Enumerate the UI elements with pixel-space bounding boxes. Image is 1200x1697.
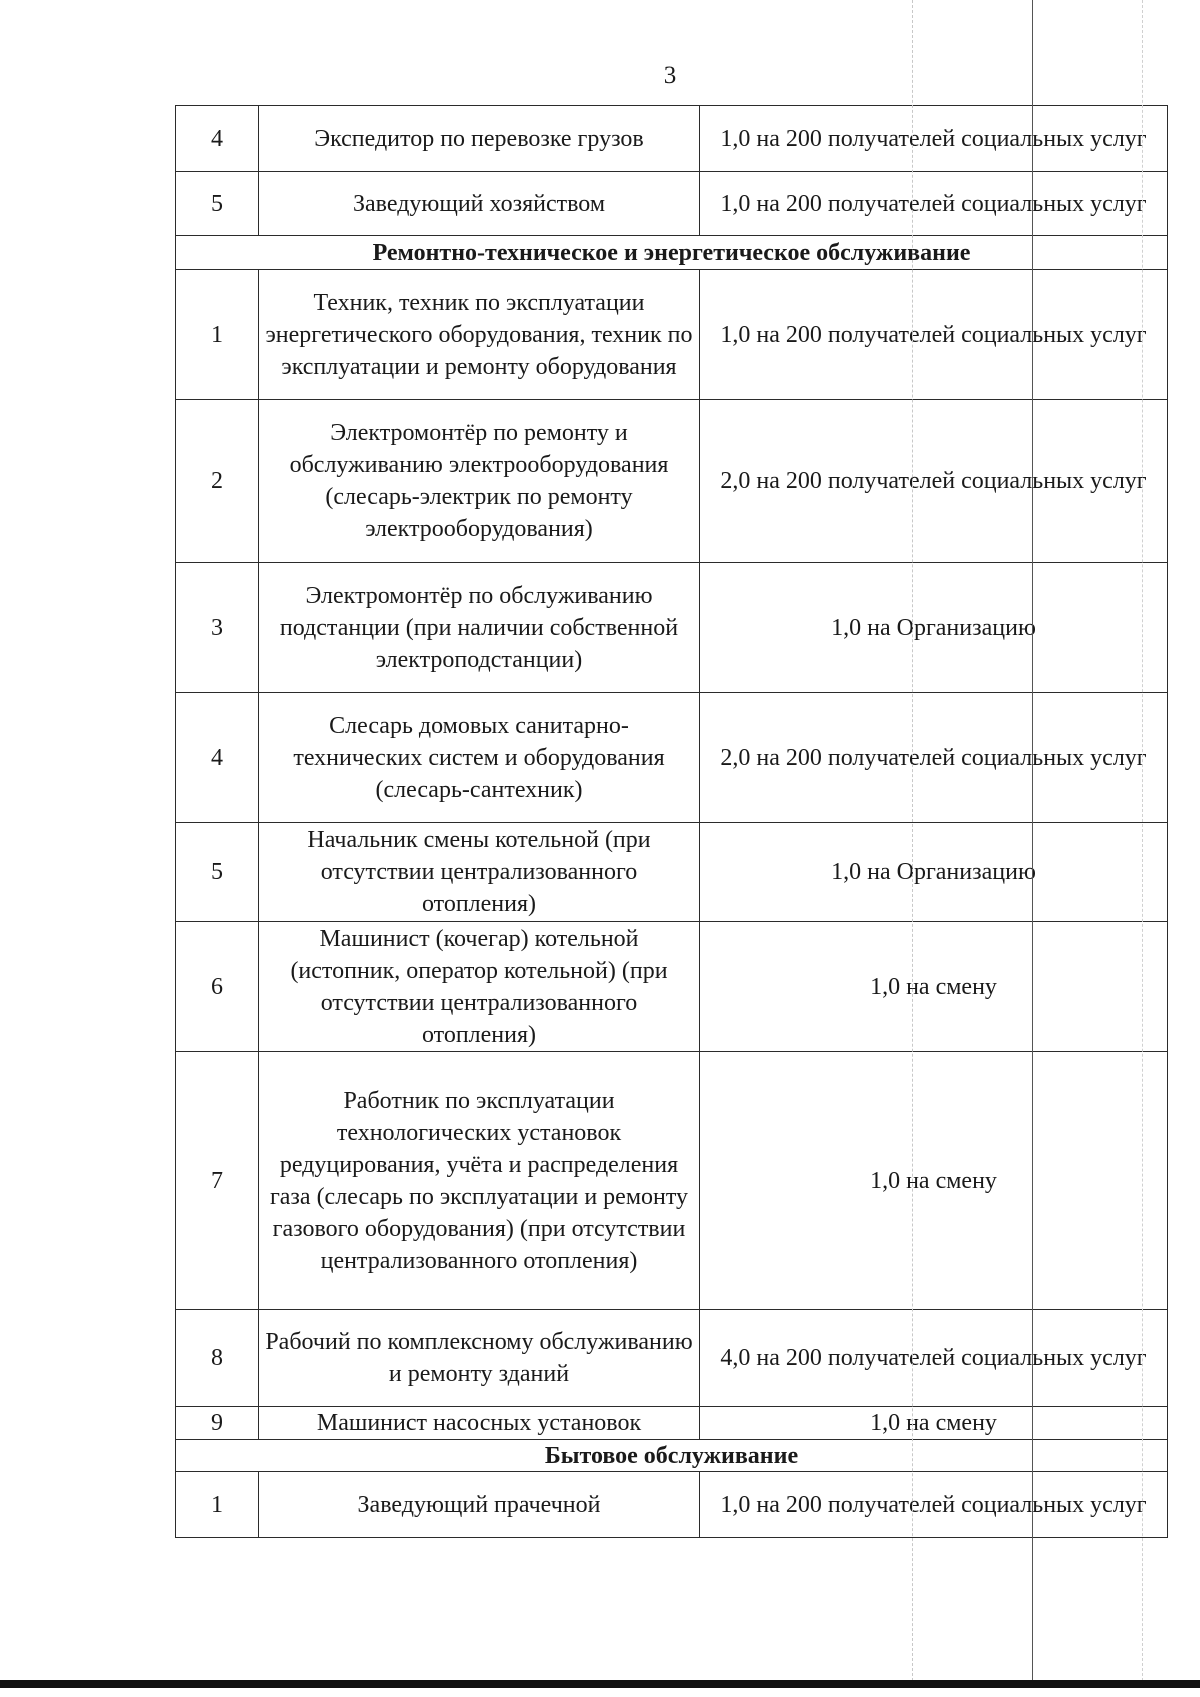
position-name: Заведующий прачечной — [259, 1472, 700, 1538]
row-number: 2 — [176, 400, 259, 563]
table-row — [176, 1407, 1168, 1440]
staffing-norm: 1,0 на 200 получателей социальных услуг — [700, 1472, 1168, 1538]
row-number: 4 — [176, 693, 259, 823]
staffing-norm: 1,0 на смену — [700, 1052, 1168, 1310]
section-title: Ремонтно-техническое и энергетическое обслуживание — [176, 236, 1168, 270]
table-row — [176, 1472, 1168, 1538]
row-number: 9 — [176, 1407, 259, 1440]
table-row — [176, 106, 1168, 172]
row-number: 8 — [176, 1310, 259, 1407]
section-row — [176, 236, 1168, 270]
row-number: 5 — [176, 172, 259, 236]
staffing-norm: 1,0 на Организацию — [700, 823, 1168, 922]
table-row — [176, 172, 1168, 236]
position-name: Слесарь домовых санитарно-технических систем и оборудования (слесарь-сантехник) — [259, 693, 700, 823]
staffing-norm: 1,0 на 200 получателей социальных услуг — [700, 270, 1168, 400]
row-number: 4 — [176, 106, 259, 172]
staffing-norm: 4,0 на 200 получателей социальных услуг — [700, 1310, 1168, 1407]
scan-artifact-line — [912, 0, 913, 1686]
section-title: Бытовое обслуживание — [176, 1440, 1168, 1472]
scan-artifact-line — [1032, 0, 1033, 1686]
staffing-table — [175, 105, 1168, 1538]
position-name: Электромонтёр по ремонту и обслуживанию электрооборудования (слесарь-электрик по ремонту электрооборудования) — [259, 400, 700, 563]
position-name: Машинист (кочегар) котельной (истопник, оператор котельной) (при отсутствии централизованного отопления) — [259, 922, 700, 1052]
staffing-norm: 1,0 на смену — [700, 922, 1168, 1052]
position-name: Заведующий хозяйством — [259, 172, 700, 236]
scan-artifact-line — [1142, 0, 1143, 1686]
scan-bottom-edge — [0, 1680, 1200, 1688]
position-name: Рабочий по комплексному обслуживанию и ремонту зданий — [259, 1310, 700, 1407]
position-name: Начальник смены котельной (при отсутствии централизованного отопления) — [259, 823, 700, 922]
position-name: Экспедитор по перевозке грузов — [259, 106, 700, 172]
table-row — [176, 1052, 1168, 1310]
section-row — [176, 1440, 1168, 1472]
staffing-norm: 2,0 на 200 получателей социальных услуг — [700, 400, 1168, 563]
row-number: 1 — [176, 270, 259, 400]
page-number: 3 — [663, 62, 677, 89]
row-number: 1 — [176, 1472, 259, 1538]
staffing-norm: 1,0 на 200 получателей социальных услуг — [700, 172, 1168, 236]
staffing-norm: 1,0 на смену — [700, 1407, 1168, 1440]
staffing-norm: 1,0 на Организацию — [700, 563, 1168, 693]
row-number: 7 — [176, 1052, 259, 1310]
table-row — [176, 693, 1168, 823]
table-row — [176, 1310, 1168, 1407]
staffing-norm: 2,0 на 200 получателей социальных услуг — [700, 693, 1168, 823]
row-number: 6 — [176, 922, 259, 1052]
row-number: 5 — [176, 823, 259, 922]
position-name: Машинист насосных установок — [259, 1407, 700, 1440]
table-row — [176, 400, 1168, 563]
position-name: Техник, техник по эксплуатации энергетического оборудования, техник по эксплуатации и ремонту оборудования — [259, 270, 700, 400]
position-name: Электромонтёр по обслуживанию подстанции (при наличии собственной электроподстанции) — [259, 563, 700, 693]
table-row — [176, 922, 1168, 1052]
table-row — [176, 270, 1168, 400]
table-row — [176, 563, 1168, 693]
row-number: 3 — [176, 563, 259, 693]
staffing-norm: 1,0 на 200 получателей социальных услуг — [700, 106, 1168, 172]
position-name: Работник по эксплуатации технологических установок редуцирования, учёта и распределения газа (слесарь по эксплуатации и ремонту газового оборудования) (при отсутствии централизованного отопления) — [259, 1052, 700, 1310]
table-row — [176, 823, 1168, 922]
